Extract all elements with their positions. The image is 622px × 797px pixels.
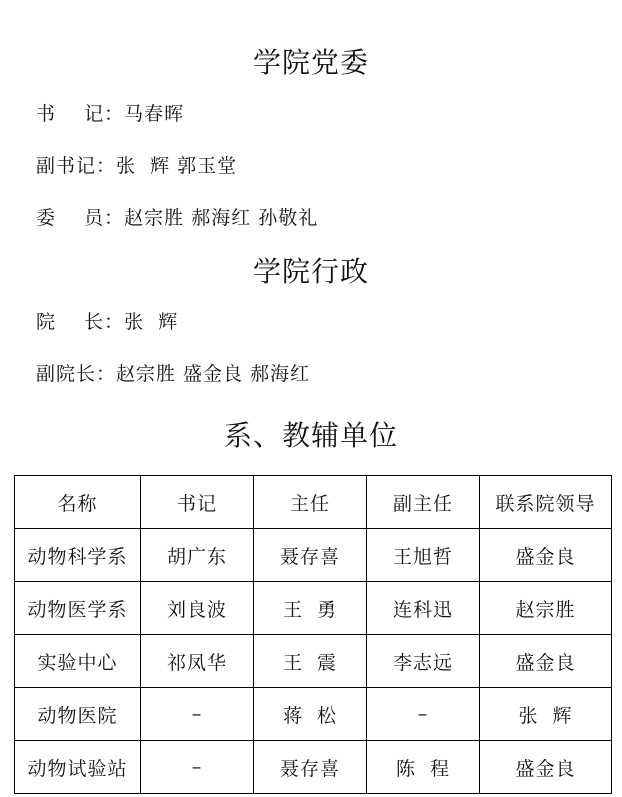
table-row — [15, 635, 612, 688]
table-row — [15, 529, 612, 582]
table-cell: 祁凤华 — [141, 635, 254, 688]
admin-row-dean — [36, 309, 178, 335]
table-cell: 蒋 松 — [254, 688, 367, 741]
role-label: 副院长： — [36, 363, 117, 385]
table-row — [15, 582, 612, 635]
table-cell: 王 勇 — [254, 582, 367, 635]
table-cell: 聂存喜 — [254, 529, 367, 582]
table-cell: 盛金良 — [480, 529, 612, 582]
party-row-members — [36, 205, 318, 231]
table-cell: 刘良波 — [141, 582, 254, 635]
table-cell: – — [367, 688, 480, 741]
table-cell: 动物试验站 — [15, 741, 141, 794]
table-cell: 陈 程 — [367, 741, 480, 794]
units-title: 系、教辅单位 — [223, 419, 398, 452]
table-cell: 赵宗胜 — [480, 582, 612, 635]
table-row — [15, 741, 612, 794]
table-cell: 王旭哲 — [367, 529, 480, 582]
names: 赵宗胜 郝海红 孙敬礼 — [124, 207, 319, 229]
header-cell: 书记 — [141, 476, 254, 529]
role-label: 院 长： — [36, 311, 125, 333]
header-cell: 主任 — [254, 476, 367, 529]
table-cell: 胡广东 — [141, 529, 254, 582]
table-row — [15, 688, 612, 741]
header-cell: 联系院领导 — [480, 476, 612, 529]
table-cell: 实验中心 — [15, 635, 141, 688]
table-cell: 连科迅 — [367, 582, 480, 635]
names: 张 辉 — [124, 311, 179, 333]
table-cell: 动物医院 — [15, 688, 141, 741]
table-cell: 动物医学系 — [15, 582, 141, 635]
header-cell: 副主任 — [367, 476, 480, 529]
header-cell: 名称 — [15, 476, 141, 529]
role-label: 委 员： — [36, 207, 125, 229]
names: 赵宗胜 盛金良 郝海红 — [116, 363, 311, 385]
admin-title: 学院行政 — [252, 255, 369, 288]
table-cell: 张 辉 — [480, 688, 612, 741]
role-label: 书 记： — [36, 103, 125, 125]
party-row-deputy-secretary — [36, 153, 237, 179]
units-table — [14, 475, 612, 794]
table-cell: – — [141, 688, 254, 741]
table-cell: 王 震 — [254, 635, 367, 688]
table-cell: 李志远 — [367, 635, 480, 688]
table-cell: 盛金良 — [480, 635, 612, 688]
table-cell: – — [141, 741, 254, 794]
role-label: 副书记： — [36, 155, 117, 177]
party-row-secretary — [36, 101, 184, 127]
table-header-row — [15, 476, 612, 529]
party-committee-title: 学院党委 — [252, 46, 369, 79]
names: 张 辉 郭玉堂 — [116, 155, 238, 177]
names: 马春晖 — [124, 103, 185, 125]
table-cell: 动物科学系 — [15, 529, 141, 582]
table-cell: 盛金良 — [480, 741, 612, 794]
admin-row-vice-dean — [36, 361, 310, 387]
table-cell: 聂存喜 — [254, 741, 367, 794]
